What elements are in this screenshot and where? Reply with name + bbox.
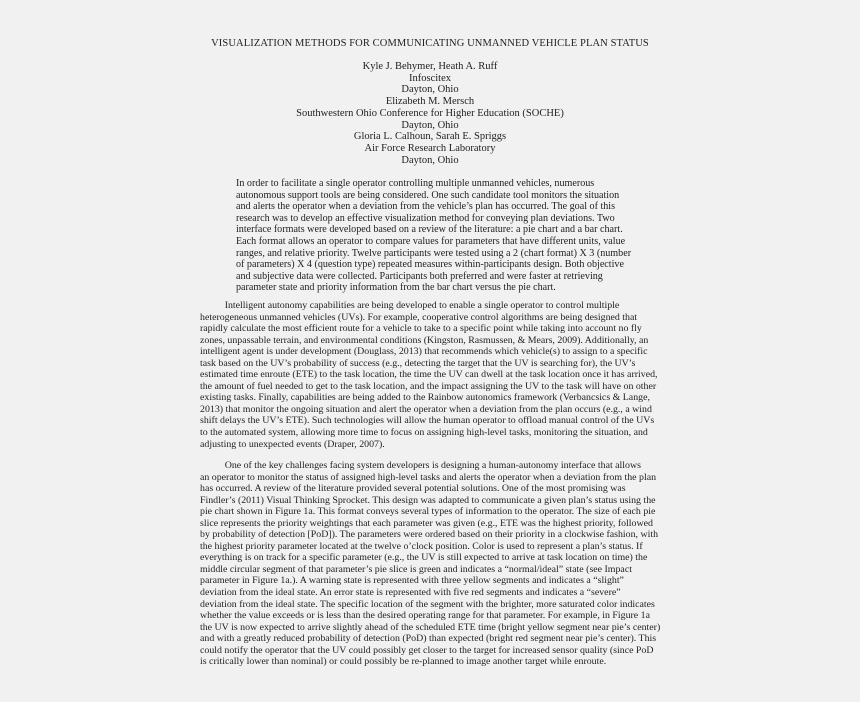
paragraph-line: has occurred. A review of the literature provided several potential solutions. One of the most promising was	[200, 483, 626, 495]
author-line: Dayton, Ohio	[401, 84, 459, 96]
abstract-line: research was to develop an effective visualization method for conveying plan deviations. Two	[236, 212, 615, 224]
paragraph-line: zones, unpassable terrain, and environmental conditions (Kingston, Rasmussen, & Mears, 2009). Additionally, an	[200, 334, 649, 346]
abstract-line: Each format allows an operator to compare values for parameters that have different units, value	[236, 235, 626, 247]
author-line: Infoscitex	[409, 72, 451, 84]
paragraph-line: adjusting to unexpected events (Draper, 2007).	[200, 438, 385, 450]
author-line: Gloria L. Calhoun, Sarah E. Spriggs	[353, 131, 507, 143]
paragraph-line: rapidly calculate the most efficient route for a vehicle to take to a specific point while taking into account no fly	[200, 323, 642, 335]
paragraph-line: slice represents the priority weightings that each parameter was given (e.g., ETE was the highest priority, followed	[200, 517, 653, 529]
paragraph-line: middle circular segment of that parameter’s pie slice is green and indicates a “normal/ideal” state (see Impact	[200, 563, 632, 575]
paragraph-line: existing tasks. Finally, capabilities are being added to the Rainbow autonomics framework (Verbancsics & Lange,	[200, 392, 650, 404]
paragraph-line: Findler’s (2011) Visual Thinking Sprocket. This design was adapted to communicate a given plan’s status using the	[200, 494, 656, 506]
abstract-line: and alerts the operator when a deviation from the vehicle’s plan has occurred. The goal of this	[236, 201, 616, 213]
paragraph-line: 2013) that monitor the ongoing situation and alert the operator when a deviation from the plan occurs (e.g., a wind	[200, 403, 652, 415]
author-line: Air Force Research Laboratory	[364, 142, 496, 154]
paragraph-line: an operator to monitor the status of assigned high-level tasks and alerts the operator when a deviation from the plan	[200, 471, 657, 483]
paragraph-line: the highest priority parameter located at the twelve o’clock position. Color is used to represent a plan’s status. If	[200, 540, 643, 552]
paragraph-line: deviation from the ideal state. An error state is represented with five red segments and indicates a “severe”	[200, 587, 621, 599]
body-paragraph-1	[200, 300, 670, 450]
paragraph-line: task based on the UV’s probability of success (e.g., detecting the target that the UV is searching for), the UV’s	[200, 357, 636, 369]
author-line: Dayton, Ohio	[401, 119, 459, 131]
abstract-line: autonomous support tools are being considered. One such candidate tool monitors the situation	[236, 189, 620, 201]
body-paragraph-2	[200, 460, 670, 668]
abstract-line: In order to facilitate a single operator controlling multiple unmanned vehicles, numerous	[236, 178, 595, 189]
paragraph-line: intelligent agent is under development (Douglass, 2013) that recommends which vehicle(s) to assign to a specific	[200, 346, 648, 358]
paragraph-line: parameter in Figure 1a.). A warning state is represented with three yellow segments and indicates a “slight”	[200, 575, 624, 587]
paragraph-line: heterogeneous unmanned vehicles (UVs). For example, cooperative control algorithms are being designed that	[200, 311, 638, 323]
paragraph-line: everything is on track for a specific parameter (e.g., the UV is still expected to arrive at task location on time) the	[200, 552, 648, 564]
paragraph-line: could notify the operator that the UV could possibly get closer to the target for increased sensor quality (since PoD	[200, 644, 654, 656]
paragraph-line: the amount of fuel needed to get to the task location, and the impact assigning the UV to the task will have on other	[200, 380, 657, 392]
paper-title: VISUALIZATION METHODS FOR COMMUNICATING UNMANNED VEHICLE PLAN STATUS	[211, 38, 649, 49]
paragraph-line: the UV is now expected to arrive slightly ahead of the scheduled ETE time (bright yellow segment near pie’s center)	[200, 621, 661, 633]
paragraph-line: to the automated system, allowing more time to focus on assigning high-level tasks, monitoring the situation, and	[200, 427, 648, 439]
paragraph-line: is critically lower than nominal) or could possibly be re-planned to image another target while enroute.	[200, 656, 607, 668]
abstract-line: of parameters) X 4 (question type) repeated measures within-participants design. Both objective	[236, 259, 624, 271]
paragraph-line: estimated time enroute (ETE) to the task location, the time the UV can dwell at the task location once it has arrived,	[200, 369, 658, 381]
author-line: Dayton, Ohio	[401, 154, 459, 166]
paragraph-line: pie chart shown in Figure 1a. This format conveys several types of information to the operator. The size of each pie	[200, 506, 656, 518]
paragraph-line: by probability of detection [PoD]). The parameters were ordered based on their priority in a clockwise fashion, with	[200, 529, 659, 541]
paragraph-line: shift delays the UV’s ETE). Such technologies will allow the human operator to offload manual control of the UVs	[200, 415, 655, 427]
paragraph-line: Intelligent autonomy capabilities are being developed to enable a single operator to control multiple	[200, 300, 620, 311]
paragraph-line: One of the key challenges facing system developers is designing a human-autonomy interface that allows	[200, 460, 641, 471]
author-line: Kyle J. Behymer, Heath A. Ruff	[362, 61, 498, 72]
paragraph-line: whether the value exceeds or is less than the desired operating range for that parameter. For example, in Figure 1a	[200, 610, 650, 622]
author-line: Southwestern Ohio Conference for Higher Education (SOCHE)	[296, 107, 564, 119]
abstract-line: interface formats were developed based on a review of the literature: a pie chart and a bar chart.	[236, 224, 623, 236]
author-block	[0, 61, 860, 166]
abstract-line: and subjective data were collected. Participants both preferred and were faster at retrieving	[236, 270, 603, 282]
abstract-line: parameter state and priority information from the bar chart versus the pie chart.	[236, 282, 556, 294]
abstract-line: ranges, and relative priority. Twelve participants were tested using a 2 (chart format) X 3 (number	[236, 247, 632, 259]
paragraph-line: deviation from the ideal state. The specific location of the segment with the brighter, more saturated color indicates	[200, 598, 655, 610]
author-line: Elizabeth M. Mersch	[385, 96, 475, 108]
abstract	[236, 178, 636, 294]
paragraph-line: and with a greatly reduced probability of detection (PoD) than expected (bright red segment near pie’s center). This	[200, 633, 657, 645]
